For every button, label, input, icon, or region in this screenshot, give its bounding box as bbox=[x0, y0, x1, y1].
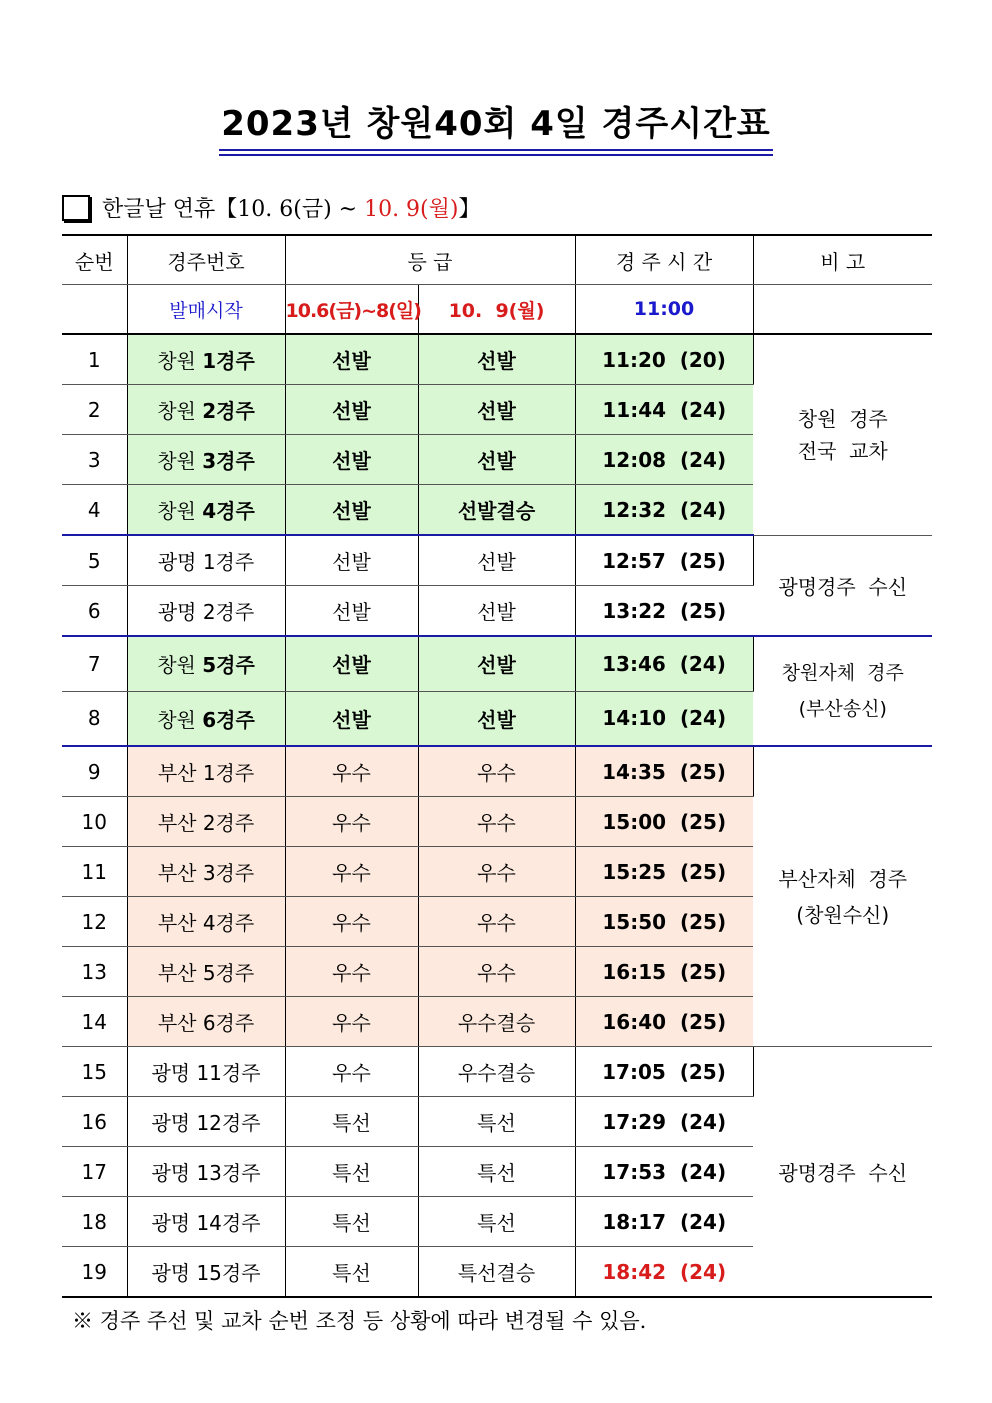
note-line: (부산송신) bbox=[798, 698, 887, 720]
race-time: 11:44 (24) bbox=[575, 385, 753, 435]
subtitle-prefix: 한글날 연휴【10. 6(금) ~ bbox=[102, 197, 365, 222]
race-time: 12:32 (24) bbox=[575, 485, 753, 536]
race-time: 14:35 (25) bbox=[575, 746, 753, 797]
race-number: 광명 14경주 bbox=[127, 1197, 285, 1247]
race-number: 창원 6경주 bbox=[127, 691, 285, 746]
grade-day1: 선발 bbox=[285, 334, 418, 385]
table-row bbox=[62, 535, 932, 586]
grade-day2: 선발결승 bbox=[418, 485, 575, 536]
table-row bbox=[62, 334, 932, 385]
grade-day1: 선발 bbox=[285, 691, 418, 746]
grade-day2: 선발 bbox=[418, 435, 575, 485]
header-grade: 등 급 bbox=[285, 235, 575, 285]
grade-day1: 특선 bbox=[285, 1247, 418, 1298]
grade-day2: 우수 bbox=[418, 797, 575, 847]
row-number: 9 bbox=[62, 746, 127, 797]
row-number: 14 bbox=[62, 997, 127, 1047]
grade-day2-label: 10. 9(월) bbox=[418, 285, 575, 335]
grade-day2: 특선 bbox=[418, 1097, 575, 1147]
checkbox-icon[interactable] bbox=[62, 195, 90, 221]
race-time: 13:46 (24) bbox=[575, 636, 753, 691]
grade-day1: 우수 bbox=[285, 1047, 418, 1097]
race-schedule-table bbox=[62, 234, 932, 1298]
race-time: 17:29 (24) bbox=[575, 1097, 753, 1147]
race-number: 부산 2경주 bbox=[127, 797, 285, 847]
row-number: 10 bbox=[62, 797, 127, 847]
grade-day1: 특선 bbox=[285, 1147, 418, 1197]
race-number: 광명 12경주 bbox=[127, 1097, 285, 1147]
row-number: 15 bbox=[62, 1047, 127, 1097]
grade-day2: 우수결승 bbox=[418, 1047, 575, 1097]
subtitle-suffix: 】 bbox=[458, 197, 481, 222]
row-number: 11 bbox=[62, 847, 127, 897]
note-busan-self bbox=[753, 746, 932, 1047]
row-number: 19 bbox=[62, 1247, 127, 1298]
note-line: 창원자체 경주 bbox=[781, 662, 904, 684]
grade-day2: 특선 bbox=[418, 1147, 575, 1197]
race-number: 창원 1경주 bbox=[127, 334, 285, 385]
note-line: 전국 교차 bbox=[797, 438, 888, 463]
row-number: 4 bbox=[62, 485, 127, 536]
subheader-empty bbox=[62, 285, 127, 335]
header-time: 경 주 시 간 bbox=[575, 235, 753, 285]
race-number: 부산 6경주 bbox=[127, 997, 285, 1047]
header-race: 경주번호 bbox=[127, 235, 285, 285]
header-order: 순번 bbox=[62, 235, 127, 285]
note-line: (창원수신) bbox=[796, 902, 890, 927]
grade-day2: 우수 bbox=[418, 847, 575, 897]
race-number: 부산 5경주 bbox=[127, 947, 285, 997]
race-number: 광명 1경주 bbox=[127, 535, 285, 586]
grade-day2: 우수 bbox=[418, 746, 575, 797]
grade-day1: 선발 bbox=[285, 485, 418, 536]
row-number: 12 bbox=[62, 897, 127, 947]
race-number: 창원 4경주 bbox=[127, 485, 285, 536]
race-time: 12:08 (24) bbox=[575, 435, 753, 485]
race-number: 부산 1경주 bbox=[127, 746, 285, 797]
grade-day1: 우수 bbox=[285, 797, 418, 847]
subtitle bbox=[62, 192, 481, 223]
row-number: 17 bbox=[62, 1147, 127, 1197]
row-number: 5 bbox=[62, 535, 127, 586]
race-number: 창원 5경주 bbox=[127, 636, 285, 691]
race-time: 18:17 (24) bbox=[575, 1197, 753, 1247]
race-number: 창원 2경주 bbox=[127, 385, 285, 435]
header-note: 비 고 bbox=[753, 235, 932, 285]
grade-day1: 선발 bbox=[285, 535, 418, 586]
grade-day1-label: 10.6(금)~8(일) bbox=[285, 285, 418, 335]
table-row bbox=[62, 1047, 932, 1097]
table-header-row bbox=[62, 235, 932, 285]
grade-day2: 우수 bbox=[418, 897, 575, 947]
table-row bbox=[62, 746, 932, 797]
grade-day1: 우수 bbox=[285, 997, 418, 1047]
race-time: 13:22 (25) bbox=[575, 586, 753, 637]
race-time: 15:00 (25) bbox=[575, 797, 753, 847]
grade-day2: 우수결승 bbox=[418, 997, 575, 1047]
subtitle-red-date: 10. 9(월) bbox=[364, 197, 459, 222]
grade-day1: 우수 bbox=[285, 847, 418, 897]
title-text: 2023년 창원40회 4일 경주시간표 bbox=[219, 96, 773, 151]
row-number: 2 bbox=[62, 385, 127, 435]
grade-day1: 선발 bbox=[285, 435, 418, 485]
grade-day1: 우수 bbox=[285, 947, 418, 997]
grade-day2: 우수 bbox=[418, 947, 575, 997]
race-time: 12:57 (25) bbox=[575, 535, 753, 586]
race-number: 부산 4경주 bbox=[127, 897, 285, 947]
row-number: 13 bbox=[62, 947, 127, 997]
race-number: 광명 2경주 bbox=[127, 586, 285, 637]
race-time: 17:53 (24) bbox=[575, 1147, 753, 1197]
sale-time: 11:00 bbox=[575, 285, 753, 335]
grade-day2: 특선결승 bbox=[418, 1247, 575, 1298]
grade-day2: 선발 bbox=[418, 334, 575, 385]
race-time: 14:10 (24) bbox=[575, 691, 753, 746]
note-gwangmyeong-receive-2: 광명경주 수신 bbox=[753, 1047, 932, 1298]
row-number: 16 bbox=[62, 1097, 127, 1147]
race-number: 광명 11경주 bbox=[127, 1047, 285, 1097]
race-time: 17:05 (25) bbox=[575, 1047, 753, 1097]
race-time-final: 18:42 (24) bbox=[575, 1247, 753, 1298]
race-number: 부산 3경주 bbox=[127, 847, 285, 897]
grade-day1: 선발 bbox=[285, 385, 418, 435]
note-changwon-cross bbox=[753, 334, 932, 535]
sale-start-label: 발매시작 bbox=[127, 285, 285, 335]
note-line: 부산자체 경주 bbox=[778, 866, 908, 891]
grade-day2: 선발 bbox=[418, 535, 575, 586]
note-gwangmyeong-receive: 광명경주 수신 bbox=[753, 535, 932, 636]
note-changwon-self bbox=[753, 636, 932, 746]
row-number: 7 bbox=[62, 636, 127, 691]
table-subheader-row bbox=[62, 285, 932, 335]
footnote: ※ 경주 주선 및 교차 순번 조정 등 상황에 따라 변경될 수 있음. bbox=[72, 1309, 647, 1333]
row-number: 8 bbox=[62, 691, 127, 746]
grade-day1: 선발 bbox=[285, 636, 418, 691]
row-number: 1 bbox=[62, 334, 127, 385]
grade-day1: 특선 bbox=[285, 1097, 418, 1147]
grade-day1: 우수 bbox=[285, 746, 418, 797]
grade-day2: 선발 bbox=[418, 691, 575, 746]
race-number: 광명 15경주 bbox=[127, 1247, 285, 1298]
grade-day2: 특선 bbox=[418, 1197, 575, 1247]
row-number: 3 bbox=[62, 435, 127, 485]
race-time: 16:15 (25) bbox=[575, 947, 753, 997]
grade-day1: 선발 bbox=[285, 586, 418, 637]
row-number: 6 bbox=[62, 586, 127, 637]
note-line: 창원 경주 bbox=[797, 406, 888, 431]
race-number: 창원 3경주 bbox=[127, 435, 285, 485]
row-number: 18 bbox=[62, 1197, 127, 1247]
page-title bbox=[0, 96, 992, 151]
race-time: 11:20 (20) bbox=[575, 334, 753, 385]
race-time: 16:40 (25) bbox=[575, 997, 753, 1047]
race-number: 광명 13경주 bbox=[127, 1147, 285, 1197]
grade-day2: 선발 bbox=[418, 636, 575, 691]
subheader-empty-note bbox=[753, 285, 932, 335]
grade-day2: 선발 bbox=[418, 586, 575, 637]
grade-day1: 특선 bbox=[285, 1197, 418, 1247]
grade-day2: 선발 bbox=[418, 385, 575, 435]
table-body bbox=[62, 334, 932, 1297]
race-time: 15:25 (25) bbox=[575, 847, 753, 897]
grade-day1: 우수 bbox=[285, 897, 418, 947]
table-row bbox=[62, 636, 932, 691]
race-time: 15:50 (25) bbox=[575, 897, 753, 947]
